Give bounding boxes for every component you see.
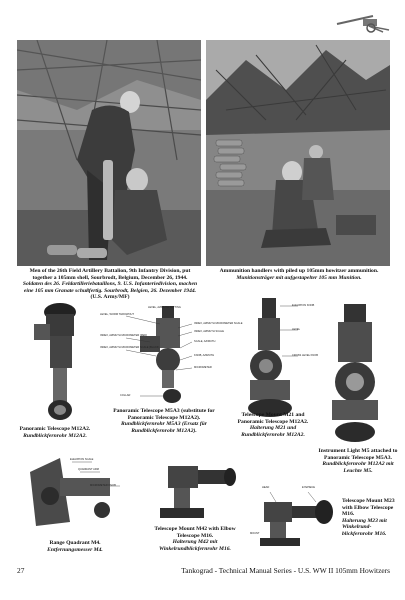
callout: HEAD bbox=[262, 486, 270, 489]
caption-en: Men of the 26th Field Artillery Battalion, 9th Infantry Division, put together a 105mm shell, Sourbrodt, Belgium, December 26, 1944. bbox=[29, 268, 191, 281]
callout: KNOB, AZIMUTH bbox=[194, 354, 215, 357]
label-m5light bbox=[318, 448, 398, 474]
howitzer-logo-icon bbox=[333, 12, 391, 34]
page-number: 27 bbox=[17, 566, 25, 575]
caption-de: Soldaten des 26. Feldartilleriebataillons, 9. U.S. Infanteriedivision, machen eine 105 mm Granate schußfertig. Sourbrodt, Belgien, 26. Dezember 1944. bbox=[22, 281, 198, 294]
photo-ammunition-handlers bbox=[206, 40, 390, 266]
diagram-panoramic-telescope-m12a2 bbox=[20, 300, 90, 430]
callout: MICROMETER KNOB bbox=[90, 484, 116, 487]
photo-soldiers-shell bbox=[17, 40, 201, 266]
label-m4 bbox=[30, 540, 120, 553]
callout: MOUNT bbox=[250, 532, 260, 535]
label-de: Rundblickfernrohr M12A2 mit Leuchte M5. bbox=[322, 461, 394, 474]
diagram-telescope-mount-m21 bbox=[236, 296, 315, 422]
caption-photo-left bbox=[20, 268, 200, 301]
label-m21 bbox=[228, 412, 318, 438]
label-en: Telescope Mount M23 with Elbow Telescope M16. bbox=[342, 498, 395, 518]
callout: LEVEL, AZIMUTH SETTING bbox=[148, 306, 181, 309]
label-de: Halterung M23 mit Winkelrund-blickfernrohr M16. bbox=[342, 517, 387, 537]
callout: ELEVATION KNOB bbox=[292, 304, 315, 307]
label-en: Instrument Light M5 attached to Panoramic Telescope M5A3. bbox=[318, 448, 398, 461]
callout: EYEPIECE bbox=[302, 486, 315, 489]
label-de: Halterung M42 mit Winkelrundblickfernrohr M16. bbox=[159, 539, 231, 552]
label-m42 bbox=[150, 526, 240, 552]
page-footer bbox=[0, 560, 405, 580]
callout: LEVEL bbox=[292, 328, 301, 331]
diagram-instrument-light-m5 bbox=[322, 300, 392, 450]
callout: SCALE, AZIMUTH bbox=[194, 340, 216, 343]
callout: COLLAR bbox=[120, 394, 131, 397]
callout: QUADRANT ARM bbox=[78, 468, 99, 471]
callout: INDEX, AZIMUTH MICROMETER SCALE (BLACK) bbox=[100, 346, 160, 349]
label-en: Telescope Mount M21 and Panoramic Telescope M12A2. bbox=[237, 412, 309, 425]
label-en: Range Quadrant M4. bbox=[49, 540, 101, 546]
label-de: Entfernungsmesser M4. bbox=[47, 546, 103, 553]
callout: MICROMETER bbox=[194, 366, 212, 369]
photo-credit: (U.S. Army/MF) bbox=[90, 294, 130, 301]
label-m23 bbox=[342, 498, 398, 538]
footer-series-title: Tankograd - Technical Manual Series - U.S. WW II 105mm Howitzers bbox=[181, 566, 390, 575]
caption-en: Ammunition handlers with piled up 105mm howitzer ammunition. bbox=[219, 268, 379, 274]
label-en: Panoramic Telescope M5A3 (substitute for Panoramic Telescope M12A2). bbox=[113, 408, 215, 421]
label-de: Halterung M21 und Rundblickfernrohr M12A2. bbox=[241, 425, 305, 438]
label-m5a3 bbox=[108, 408, 220, 434]
callout: LEVEL, WORM THROWOUT bbox=[100, 313, 134, 316]
callout: INDEX, AZIMUTH SCALE bbox=[194, 330, 224, 333]
diagram-range-quadrant-m4 bbox=[20, 452, 130, 532]
caption-photo-right bbox=[208, 268, 390, 281]
diagram-telescope-mount-m23 bbox=[250, 486, 340, 550]
diagram-telescope-mount-m42 bbox=[150, 458, 238, 524]
callout: INDEX, AZIMUTH MICROMETER SCALE bbox=[194, 322, 243, 325]
callout: CROSS LEVEL KNOB bbox=[292, 354, 318, 357]
callout: ELEVATION SCALE bbox=[70, 458, 94, 461]
label-en: Telescope Mount M42 with Elbow Telescope M16. bbox=[154, 526, 236, 539]
callout: INDEX, AZIMUTH MICROMETER (RED) bbox=[100, 334, 148, 337]
label-m12a2 bbox=[10, 426, 100, 439]
label-de: Rundblickfernrohr M12A2. bbox=[23, 432, 87, 439]
label-de: Rundblickfernrohr M5A3 (Ersatz für Rundblickfernrohr M12A2). bbox=[121, 421, 207, 434]
label-en: Panoramic Telescope M12A2. bbox=[19, 426, 91, 432]
caption-de: Munitionsträger mit aufgestapelter 105 mm Munition. bbox=[236, 274, 362, 281]
